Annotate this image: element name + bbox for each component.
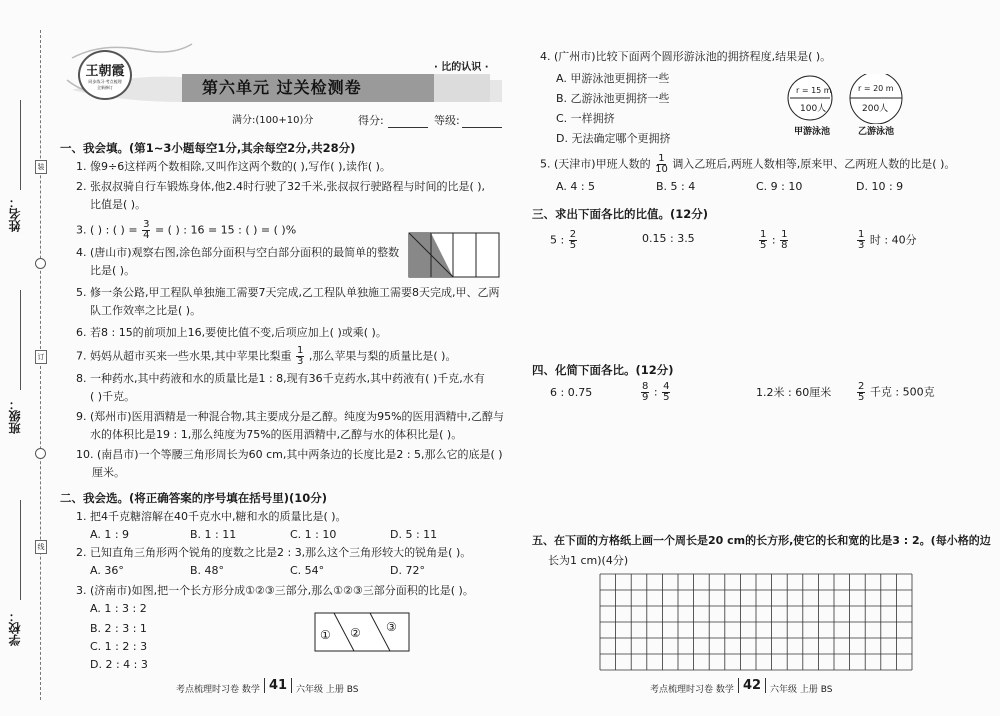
full-score: 满分:(100+10)分 — [232, 115, 314, 126]
q4-line2: 比是( )。 — [90, 264, 136, 277]
name-underline — [20, 100, 21, 190]
simplify-2: $\frac{8}{9}$ : $\frac{4}{5}$ — [642, 381, 670, 403]
score-label: 得分: — [358, 114, 384, 127]
q5-line1: 5. 修一条公路,甲工程队单独施工需要7天完成,乙工程队单独施工需要8天完成,甲、乙两 — [76, 286, 500, 299]
section-5-line1: 五、在下面的方格纸上画一个周长是20 cm的长方形,使它的长和宽的比是3 : 2。(每小格的边 — [532, 534, 991, 547]
binding-hole-1 — [35, 258, 46, 269]
name-label: 姓名： — [8, 196, 22, 232]
pool1-radius: r = 15 m — [796, 86, 832, 95]
c5 — [540, 154, 955, 175]
c2: 2. 已知直角三角形两个锐角的度数之比是2 : 3,那么这个三角形较大的锐角是( )。 — [76, 546, 472, 559]
c4-option-c: C. 一样拥挤 — [556, 112, 615, 125]
q7-part2: ,那么苹果与梨的质量比是( )。 — [308, 349, 457, 363]
q5-line2: 队工作效率之比是( )。 — [90, 304, 202, 317]
c4-option-d: D. 无法确定哪个更拥挤 — [556, 132, 671, 145]
ratio-1: 5 : $\frac{2}{5}$ — [550, 229, 577, 251]
score-blank[interactable] — [388, 127, 428, 128]
q7-fraction: $\frac{1}{3}$ — [297, 345, 304, 367]
q8-line1: 8. 一种药水,其中药液和水的质量比是1 : 8,现有36千克药水,其中药液有( )千克,水有 — [76, 372, 485, 385]
simplify-1: 6 : 0.75 — [550, 386, 593, 399]
ratio-2: 0.15 : 3.5 — [642, 232, 695, 245]
c3-figure-label-2: ② — [350, 626, 361, 640]
q1: 1. 像9÷6这样两个数相除,又叫作这两个数的( ),写作( ),读作( )。 — [76, 160, 391, 173]
unit-title: 第六单元 过关检测卷 — [202, 78, 362, 97]
school-underline — [20, 500, 21, 600]
pool2-name: 乙游泳池 — [858, 127, 895, 137]
q3-part1: 3. ( ) : ( ) = — [76, 223, 138, 237]
c4: 4. (广州市)比较下面两个圆形游泳池的拥挤程度,结果是( )。 — [540, 50, 832, 63]
c5-option-a: A. 4 : 5 — [556, 180, 596, 193]
binding-hole-2 — [35, 448, 46, 459]
pool1-name: 甲游泳池 — [794, 127, 831, 137]
c2-option-c: C. 54° — [290, 564, 325, 577]
c5-part1: 5. (天津市)甲班人数的 — [540, 157, 651, 171]
c2-option-b: B. 48° — [190, 564, 225, 577]
footer-left-page: 41 — [264, 678, 292, 693]
logo-text: 王朝霞 — [85, 64, 125, 79]
q2-line1: 2. 张叔叔骑自行车锻炼身体,他2.4时行驶了32千米,张叔叔行驶路程与时间的比是( ), — [76, 180, 486, 193]
footer-left-grade: 六年级 上册 BS — [296, 685, 359, 695]
c1-option-c: C. 1 : 10 — [290, 528, 337, 541]
c1-option-a: A. 1 : 9 — [90, 528, 130, 541]
c5-fraction: $\frac{1}{10}$ — [655, 153, 668, 175]
q3 — [76, 220, 296, 241]
pool2-radius: r = 20 m — [858, 84, 894, 93]
ratio-3: $\frac{1}{5}$ : $\frac{1}{8}$ — [760, 229, 788, 251]
c4-option-a: A. 甲游泳池更拥挤一些 — [556, 72, 670, 85]
ratio-4: $\frac{1}{3}$ 时 : 40分 — [858, 229, 917, 251]
q9-line2: 水的体积比是19 : 1,那么纯度为75%的医用酒精中,乙醇与水的体积比是( )。 — [90, 428, 463, 441]
q9-line1: 9. (郑州市)医用酒精是一种混合物,其主要成分是乙醇。纯度为95%的医用酒精中,乙醇与 — [76, 410, 505, 423]
c1-option-b: B. 1 : 11 — [190, 528, 237, 541]
section-5-line2: 长为1 cm)(4分) — [548, 554, 629, 567]
c5-option-d: D. 10 : 9 — [856, 180, 904, 193]
pool-diagram — [786, 74, 916, 124]
q8-line2: ( )千克。 — [90, 390, 136, 403]
footer-right-grade: 六年级 上册 BS — [770, 685, 833, 695]
section-2-title: 二、我会选。(将正确答案的序号填在括号里)(10分) — [60, 491, 328, 505]
q4-line1: 4. (唐山市)观察右图,涂色部分面积与空白部分面积的最简单的整数 — [76, 246, 400, 259]
c1: 1. 把4千克糖溶解在40千克水中,糖和水的质量比是( )。 — [76, 510, 347, 523]
pool2-count: 200人 — [862, 104, 889, 114]
binding-dashed-line — [40, 30, 41, 700]
header-banner — [62, 40, 502, 106]
section-4-title: 四、化简下面各比。(12分) — [532, 363, 674, 377]
simplify-4: $\frac{2}{5}$ 千克 : 500克 — [858, 381, 935, 403]
logo-badge — [78, 50, 132, 100]
footer-right-text: 考点梳理时习卷 数学 — [650, 685, 734, 695]
c3-figure-label-3: ③ — [386, 620, 397, 634]
c3-figure-label-1: ① — [320, 628, 331, 642]
grade-label: 等级: — [434, 114, 460, 127]
q3-part2: = ( ) : 16 = 15 : ( ) = ( )% — [154, 223, 297, 237]
c3: 3. (济南市)如图,把一个长方形分成①②③三部分,那么①②③三部分面积的比是( )。 — [76, 584, 474, 597]
class-label: 班级： — [8, 398, 22, 434]
c3-option-b: B. 2 : 3 : 1 — [90, 622, 147, 635]
grade-blank[interactable] — [462, 127, 502, 128]
q7-part1: 7. 妈妈从超市买来一些水果,其中苹果比梨重 — [76, 349, 292, 363]
c4-option-b: B. 乙游泳池更拥挤一些 — [556, 92, 670, 105]
c5-option-b: B. 5 : 4 — [656, 180, 696, 193]
school-label: 学校： — [8, 610, 22, 646]
footer-left-text: 考点梳理时习卷 数学 — [176, 685, 260, 695]
c3-option-a: A. 1 : 3 : 2 — [90, 602, 147, 615]
binding-margin — [0, 0, 52, 716]
c3-option-d: D. 2 : 4 : 3 — [90, 658, 148, 671]
binding-tag-1: 装 — [35, 160, 47, 174]
topic-tag: · 比的认识 · — [434, 62, 489, 73]
grid-paper[interactable] — [599, 573, 915, 671]
q3-fraction: $\frac{3}{4}$ — [143, 219, 150, 241]
logo-subtext-2: 全新修订 — [97, 85, 113, 90]
footer-right-page: 42 — [738, 678, 766, 693]
pool1-count: 100人 — [800, 104, 827, 114]
class-underline — [20, 290, 21, 390]
q10-line2: 厘米。 — [92, 466, 125, 479]
binding-tag-2: 订 — [35, 350, 47, 364]
logo-subtext: 同步练习·考点梳理 — [88, 79, 122, 84]
q2-line2: 比值是( )。 — [90, 198, 147, 211]
q6: 6. 若8 : 15的前项加上16,要使比值不变,后项应加上( )或乘( )。 — [76, 326, 387, 339]
binding-tag-3: 线 — [35, 540, 47, 554]
c3-option-c: C. 1 : 2 : 3 — [90, 640, 148, 653]
c5-part2: 调入乙班后,两班人数相等,原来甲、乙两班人数的比是( )。 — [672, 157, 956, 171]
q4-figure — [408, 232, 500, 278]
q7 — [76, 346, 456, 367]
section-3-title: 三、求出下面各比的比值。(12分) — [532, 207, 709, 221]
simplify-3: 1.2米 : 60厘米 — [756, 386, 832, 399]
q10-line1: 10. (南昌市)一个等腰三角形周长为60 cm,其中两条边的长度比是2 : 5,那么它的底是( ) — [76, 448, 503, 461]
c5-option-c: C. 9 : 10 — [756, 180, 803, 193]
c2-option-a: A. 36° — [90, 564, 124, 577]
section-1-title: 一、我会填。(第1~3小题每空1分,其余每空2分,共28分) — [60, 141, 356, 155]
c2-option-d: D. 72° — [390, 564, 425, 577]
c1-option-d: D. 5 : 11 — [390, 528, 438, 541]
